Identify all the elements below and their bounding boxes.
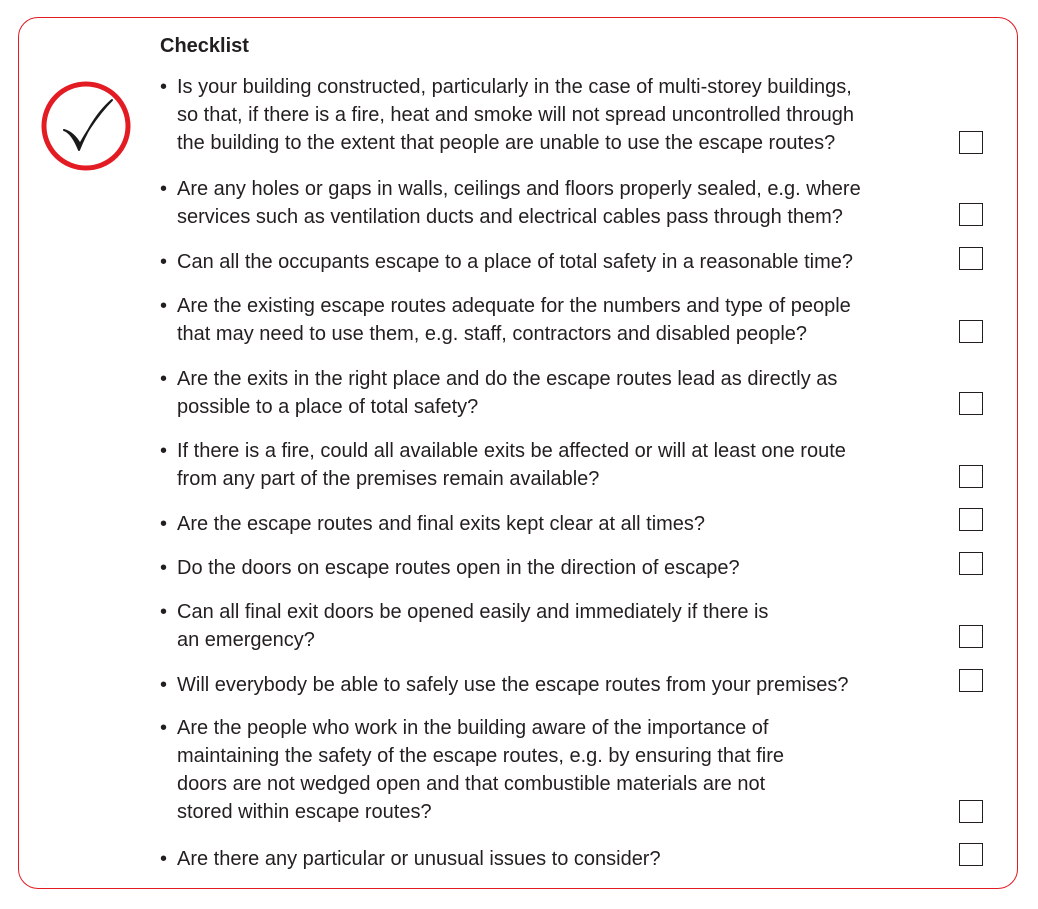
bullet: • [160,178,168,200]
item-text: Is your building constructed, particularly in the case of multi-storey buildings, so that, if there is a fire, heat and smoke will not spread uncontrolled through the building to the extent that people are unable to use the escape routes? [177,76,855,154]
item-text: Are there any particular or unusual issues to consider? [177,848,661,870]
bullet: • [160,674,168,696]
bullet: • [160,513,168,535]
checklist-item [160,248,950,276]
checklist-title: Checklist [160,35,249,57]
bullet: • [160,76,168,98]
item-text: Do the doors on escape routes open in the direction of escape? [177,557,740,579]
item-text: Are the existing escape routes adequate for the numbers and type of people that may need to use them, e.g. staff, contractors and disabled people? [177,295,851,345]
item-checkbox[interactable] [959,552,983,575]
checklist-item [160,598,950,654]
item-checkbox[interactable] [959,247,983,270]
item-checkbox[interactable] [959,203,983,226]
bullet: • [160,717,168,739]
checklist-item [160,292,950,348]
bullet: • [160,295,168,317]
item-checkbox[interactable] [959,465,983,488]
bullet: • [160,440,168,462]
item-checkbox[interactable] [959,669,983,692]
checklist-item [160,554,950,582]
item-text: Can all the occupants escape to a place of total safety in a reasonable time? [177,251,853,273]
checklist-item [160,437,950,493]
checklist-item [160,845,950,873]
bullet: • [160,251,168,273]
item-text: If there is a fire, could all available exits be affected or will at least one route from any part of the premises remain available? [177,440,846,490]
checkmark-in-circle-icon [40,80,132,172]
item-text: Are the escape routes and final exits kept clear at all times? [177,513,706,535]
item-checkbox[interactable] [959,843,983,866]
checklist-item [160,365,950,421]
bullet: • [160,601,168,623]
item-text: Will everybody be able to safely use the escape routes from your premises? [177,674,849,696]
item-text: Can all final exit doors be opened easily and immediately if there is an emergency? [177,601,769,651]
bullet: • [160,848,168,870]
item-text: Are the people who work in the building aware of the importance of maintaining the safety of the escape routes, e.g. by ensuring that fire doors are not wedged open and that combustible materials are not stored within escape routes? [177,717,785,823]
item-checkbox[interactable] [959,508,983,531]
item-checkbox[interactable] [959,320,983,343]
checklist-item [160,73,950,157]
bullet: • [160,557,168,579]
item-checkbox[interactable] [959,131,983,154]
item-checkbox[interactable] [959,392,983,415]
checklist-item [160,671,950,699]
item-text: Are the exits in the right place and do the escape routes lead as directly as possible to a place of total safety? [177,368,838,418]
bullet: • [160,368,168,390]
item-checkbox[interactable] [959,625,983,648]
item-text: Are any holes or gaps in walls, ceilings and floors properly sealed, e.g. where services such as ventilation ducts and electrical cables pass through them? [177,178,861,228]
item-checkbox[interactable] [959,800,983,823]
checklist-item [160,510,950,538]
checklist-item [160,175,950,231]
checklist-item [160,714,950,826]
